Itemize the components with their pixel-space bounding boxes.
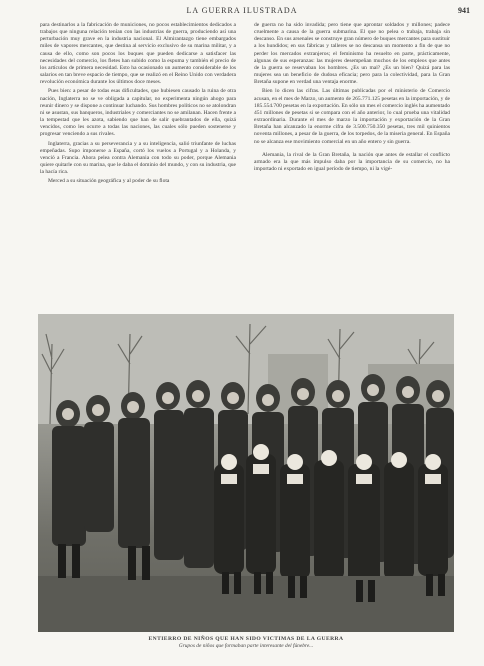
left-column xyxy=(40,22,236,312)
paragraph: Bien lo dicen las cifras. Las últimas publicadas por el ministerio de Comercio acusan, en el mes de Marzo, un aumento de 265.771.125 pesetas en la importación, y de 185.554.700 pesetas en la exportación. En sólo un mes el comercio inglés ha aumentado 451 millones de pesetas si se compara con el año anterior, lo cual prueba una vitalidad extraordinaria. Durante el mes de marzo la importación y exportación de la Gran Bretaña han alcanzado la enorme cifra de 3.500.750.350 pesetas, tres mil quinientos noventa millones, a pesar de la guerra, de los torpedos, de la miseria general. En España no se alcanza ese movimiento comercial en un año entero y sin guerra. xyxy=(254,88,450,145)
caption-title: ENTIERRO DE NIÑOS QUE HAN SIDO VICTIMAS DE LA GUERRA xyxy=(148,636,344,642)
caption-subtitle: Grupos de niños que formaban parte interesante del fúnebre... xyxy=(178,643,314,649)
paragraph: Inglaterra, gracias a su perseverancia y a su inteligencia, salió triunfante de luchas empeñadas. Supo imponerse a España, cortó los vuelos a Portugal y a Holanda, y venció a Francia. Ahora pelea contra Alemania con todo su poder, porque Alemania quiere quitarle con su marina, que le daba el dominio del mundo, y con su industria, que la hacía rica. xyxy=(40,140,236,176)
paragraph: Merced a su situación geográfica y al poder de su flota xyxy=(48,178,170,185)
masthead: LA GUERRA ILUSTRADA xyxy=(186,6,298,15)
article-body xyxy=(40,22,454,312)
page-number: 941 xyxy=(458,6,470,15)
paragraph: de guerra no ha sido invadida; pero tiene que aprontar soldados y millones; padece cruelmente a causa de la guerra submarina. El que no pelea o trabaja, trabaja sin descanso. En sus arsenales se construye gran número de buques mercantes para sustituir a los hundidos; en sus fábricas y talleres se no descansa un momento a fin de que no perder los mercados extranjeros; el feminismo ha resuelto en parte, prácticamente, algunas de sus esperanzas: las mujeres desempeñan muchos de los empleos que antes de la guerra se reservaban los hombres. ¿Es un mal? ¿Es un bien? Quizá para las mujeres sea un beneficio de dudosa eficacia; pero para la colectividad, para la Gran Bretaña supone en verdad una ventaja enorme. xyxy=(254,22,450,86)
right-column xyxy=(254,22,450,312)
photo-illustration xyxy=(38,314,454,632)
children-group-photo xyxy=(38,314,454,632)
paragraph: para destinarlos a la fabricación de municiones, no pocos establecimientos dedicados a trabajos que ninguna relación tenían con las industrias de guerra, produciendo así una perturbación muy grave en la industria nacional. El Almirantazgo tiene embargados miles de vapores mercantes, que destina al servicio exclusivo de su marina militar, y a causa de ello, como son pocos los buques que pueden dedicarse a satisfacer las necesidades del comercio, los fletes han subido como la espuma y también el precio de los artículos de primera necesidad. Esto ha ocasionado un aumento considerable de los salarios en tan breve espacio de tiempo, que se realizó en el Reino Unido con verdadera revolución económica durante los últimos doce meses. xyxy=(40,22,236,86)
photo-caption xyxy=(38,636,454,649)
paragraph: Pues bien: a pesar de todas esas dificultades, que hubiesen causado la ruina de otra nación, Inglaterra no se ve obligada a capitular, no experimenta ningún ahogo para reunir dinero y se dispone a continuar luchando. Sus hombres políticos no se atolondran ni se asustan, sus banqueros, industriales y comerciantes no se amilanan. Hacen frente a la tempestad que les azota, sabiendo que han de salir quebrantados de ella, quizá vencidos, como les ocurre a todas las naciones, las cuales sólo pueden sostenerse y progresar venciendo a sus rivales. xyxy=(40,88,236,138)
page-header xyxy=(0,6,484,20)
paragraph: Alemania, la rival de la Gran Bretaña, la nación que antes de estallar el conflicto armado era la que más impulso daba por la importancia de su comercio, no ha importado ni exportado en igual período de tiempo, ni la vigé- xyxy=(254,151,450,172)
